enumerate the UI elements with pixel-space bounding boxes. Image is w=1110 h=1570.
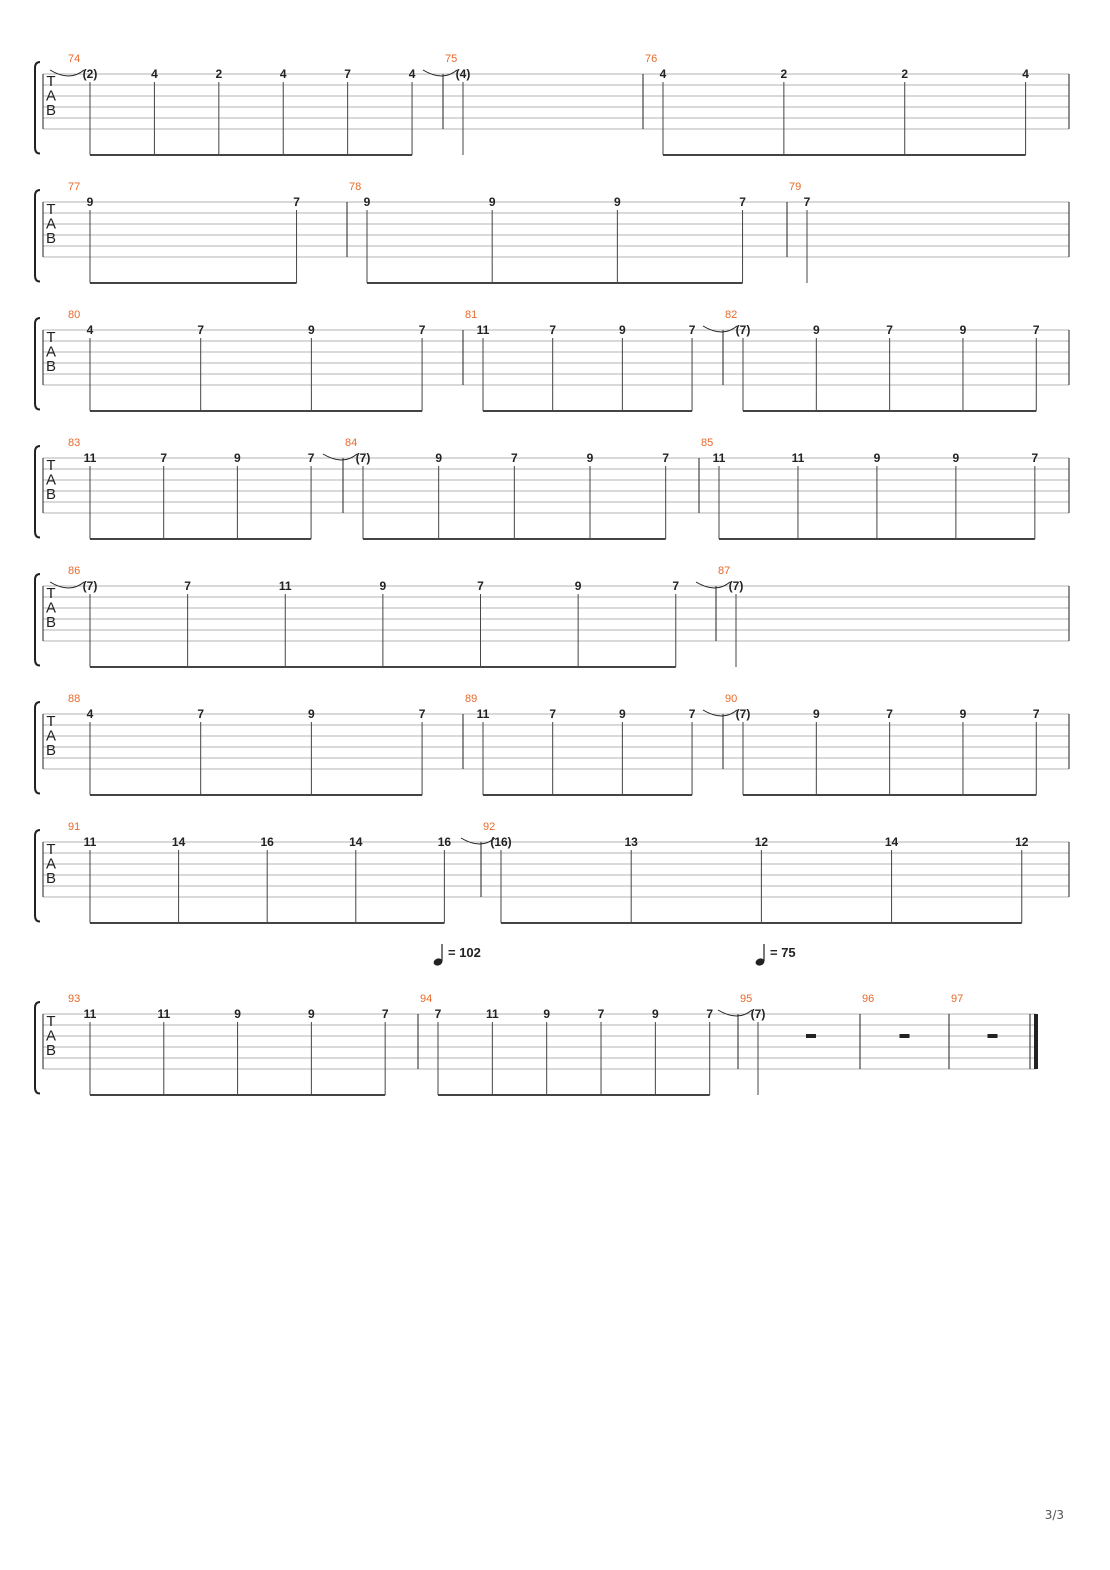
fret-number: 7 xyxy=(418,707,426,721)
fret-number: 7 xyxy=(418,323,426,337)
fret-number: 14 xyxy=(884,835,899,849)
fret-number: 9 xyxy=(619,323,626,337)
fret-number: 7 xyxy=(886,323,893,337)
fret-number: 9 xyxy=(574,579,582,593)
fret-number: 7 xyxy=(197,707,205,721)
fret-number: 7 xyxy=(477,579,484,593)
fret-number: 4 xyxy=(1022,67,1029,81)
tab-system xyxy=(35,821,1069,923)
fret-number: 7 xyxy=(739,195,746,209)
tab-clef-letter: A xyxy=(45,599,57,617)
fret-number: 9 xyxy=(363,195,371,209)
measure-number: 82 xyxy=(725,309,738,321)
fret-number: 9 xyxy=(614,195,621,209)
measure-number: 91 xyxy=(68,821,81,833)
tempo-label: = 102 xyxy=(448,945,481,960)
measure-number: 77 xyxy=(68,181,81,193)
measure-number: 97 xyxy=(951,993,964,1005)
fret-number: 9 xyxy=(959,323,967,337)
tab-clef-letter: T xyxy=(46,201,56,218)
fret-number: 9 xyxy=(543,1007,551,1021)
tab-clef-letter: T xyxy=(46,585,56,602)
fret-number: 9 xyxy=(952,451,960,465)
tab-system xyxy=(35,993,1036,1095)
tab-system xyxy=(35,309,1069,411)
fret-number: 9 xyxy=(86,195,94,209)
tab-system xyxy=(35,565,1069,667)
tempo-mark xyxy=(755,944,796,967)
measure-number: 94 xyxy=(420,993,433,1005)
system-bracket xyxy=(35,1002,40,1094)
measure-number: 96 xyxy=(862,993,875,1005)
system-bracket xyxy=(35,190,40,282)
measure-number: 90 xyxy=(725,693,738,705)
fret-number: 11 xyxy=(476,323,490,337)
measure-number: 85 xyxy=(701,437,714,449)
fret-number: 7 xyxy=(688,323,696,337)
tie-arc xyxy=(696,582,730,588)
tab-system xyxy=(35,53,1069,155)
fret-number: 9 xyxy=(586,451,594,465)
fret-number: 2 xyxy=(780,67,788,81)
fret-number: 11 xyxy=(712,451,726,465)
fret-number: 16 xyxy=(437,835,452,849)
tab-clef-letter: B xyxy=(45,742,57,759)
fret-number: 9 xyxy=(379,579,387,593)
fret-number: 11 xyxy=(485,1007,499,1021)
page-number: 3/3 xyxy=(1044,1508,1064,1522)
tab-clef-letter: A xyxy=(45,1027,57,1045)
fret-number: 7 xyxy=(803,195,811,209)
measure-number: 92 xyxy=(483,821,496,833)
fret-number: 7 xyxy=(1032,707,1040,721)
system-bracket xyxy=(35,830,40,922)
tab-clef-letter: T xyxy=(46,1013,56,1030)
fret-number: 11 xyxy=(83,451,97,465)
fret-number: (7) xyxy=(728,579,744,593)
fret-number: 7 xyxy=(160,451,168,465)
fret-number: 4 xyxy=(86,323,94,337)
tab-system xyxy=(35,693,1069,795)
system-bracket xyxy=(35,446,40,538)
measure-number: 95 xyxy=(740,993,753,1005)
half-rest xyxy=(806,1034,816,1038)
tab-clef-letter: B xyxy=(45,102,57,119)
measure-number: 87 xyxy=(718,565,731,577)
tab-clef-letter: B xyxy=(45,486,57,503)
tab-clef-letter: B xyxy=(45,358,57,375)
tab-system xyxy=(35,437,1069,539)
tie-arc xyxy=(703,326,737,332)
measure-number: 79 xyxy=(789,181,802,193)
measure-number: 84 xyxy=(345,437,358,449)
fret-number: 9 xyxy=(619,707,626,721)
fret-number: 9 xyxy=(308,707,315,721)
fret-number: 7 xyxy=(381,1007,389,1021)
fret-number: 4 xyxy=(86,707,94,721)
fret-number: (7) xyxy=(355,451,371,465)
fret-number: 7 xyxy=(597,1007,605,1021)
fret-number: 12 xyxy=(1015,835,1029,849)
rest-symbol xyxy=(900,1034,910,1038)
rest-symbol xyxy=(988,1034,998,1038)
fret-number: 4 xyxy=(279,67,287,81)
system-bracket xyxy=(35,62,40,154)
system-bracket xyxy=(35,702,40,794)
tab-clef-letter: B xyxy=(45,230,57,247)
fret-number: 9 xyxy=(873,451,881,465)
tab-clef-letter: A xyxy=(45,343,57,361)
fret-number: 7 xyxy=(510,451,518,465)
tempo-mark xyxy=(433,944,481,967)
fret-number: 7 xyxy=(307,451,315,465)
tempo-label: = 75 xyxy=(770,945,796,960)
fret-number: 7 xyxy=(197,323,205,337)
fret-number: (7) xyxy=(750,1007,766,1021)
tie-arc xyxy=(703,710,737,716)
tab-clef-letter: A xyxy=(45,855,57,873)
systems-layer xyxy=(35,53,1069,1095)
fret-number: 11 xyxy=(157,1007,171,1021)
tab-clef-letter: A xyxy=(45,215,57,233)
fret-number: (7) xyxy=(735,323,751,337)
fret-number: 7 xyxy=(886,707,893,721)
measure-number: 86 xyxy=(68,565,81,577)
fret-number: 2 xyxy=(901,67,909,81)
fret-number: 7 xyxy=(1032,323,1040,337)
measure-number: 81 xyxy=(465,309,478,321)
tab-clef-letter: A xyxy=(45,727,57,745)
tab-clef-letter: T xyxy=(46,73,56,90)
fret-number: 9 xyxy=(234,451,241,465)
fret-number: 2 xyxy=(215,67,223,81)
fret-number: 9 xyxy=(652,1007,659,1021)
fret-number: (7) xyxy=(82,579,98,593)
fret-number: (4) xyxy=(455,67,471,81)
tab-clef-letter: A xyxy=(45,87,57,105)
tab-clef-letter: T xyxy=(46,457,56,474)
fret-number: 9 xyxy=(308,323,315,337)
measure-number: 93 xyxy=(68,993,81,1005)
measure-number: 75 xyxy=(445,53,458,65)
tie-arc xyxy=(423,70,457,76)
tab-clef-letter: A xyxy=(45,471,57,489)
fret-number: 7 xyxy=(662,451,670,465)
fret-number: 11 xyxy=(83,1007,97,1021)
fret-number: 7 xyxy=(1031,451,1039,465)
fret-number: 14 xyxy=(349,835,363,849)
measure-number: 80 xyxy=(68,309,81,321)
fret-number: 12 xyxy=(754,835,769,849)
fret-number: 7 xyxy=(184,579,191,593)
fret-number: 4 xyxy=(408,67,416,81)
measure-number: 89 xyxy=(465,693,478,705)
fret-number: 9 xyxy=(812,707,820,721)
fret-number: 9 xyxy=(812,323,820,337)
fret-number: 13 xyxy=(624,835,638,849)
fret-number: 7 xyxy=(293,195,300,209)
system-bracket xyxy=(35,574,40,666)
tab-clef-letter: T xyxy=(46,841,56,858)
fret-number: (2) xyxy=(82,67,98,81)
fret-number: 7 xyxy=(549,323,557,337)
fret-number: 9 xyxy=(435,451,443,465)
measure-number: 83 xyxy=(68,437,81,449)
tab-clef-letter: B xyxy=(45,1042,57,1059)
fret-number: (7) xyxy=(735,707,751,721)
fret-number: 11 xyxy=(278,579,292,593)
fret-number: 7 xyxy=(549,707,557,721)
fret-number: 16 xyxy=(260,835,274,849)
fret-number: 7 xyxy=(672,579,680,593)
tab-clef-letter: T xyxy=(46,713,56,730)
measure-number: 88 xyxy=(68,693,81,705)
fret-number: 4 xyxy=(151,67,158,81)
fret-number: 9 xyxy=(488,195,496,209)
fret-number: 7 xyxy=(706,1007,714,1021)
tab-clef-letter: B xyxy=(45,614,57,631)
fret-number: 7 xyxy=(434,1007,442,1021)
fret-number: 9 xyxy=(234,1007,241,1021)
tab-clef-letter: T xyxy=(46,329,56,346)
measure-number: 78 xyxy=(349,181,362,193)
fret-number: 9 xyxy=(959,707,967,721)
fret-number: 9 xyxy=(308,1007,315,1021)
tie-arc xyxy=(323,454,357,460)
fret-number: 11 xyxy=(791,451,805,465)
tab-system xyxy=(35,181,1069,283)
tab-clef-letter: B xyxy=(45,870,57,887)
fret-number: (16) xyxy=(490,835,512,849)
tie-arc xyxy=(718,1010,752,1016)
fret-number: 7 xyxy=(344,67,351,81)
fret-number: 14 xyxy=(171,835,186,849)
fret-number: 11 xyxy=(83,835,97,849)
measure-number: 74 xyxy=(68,53,81,65)
system-bracket xyxy=(35,318,40,410)
fret-number: 7 xyxy=(688,707,696,721)
measure-number: 76 xyxy=(645,53,658,65)
fret-number: 4 xyxy=(659,67,667,81)
fret-number: 11 xyxy=(476,707,490,721)
